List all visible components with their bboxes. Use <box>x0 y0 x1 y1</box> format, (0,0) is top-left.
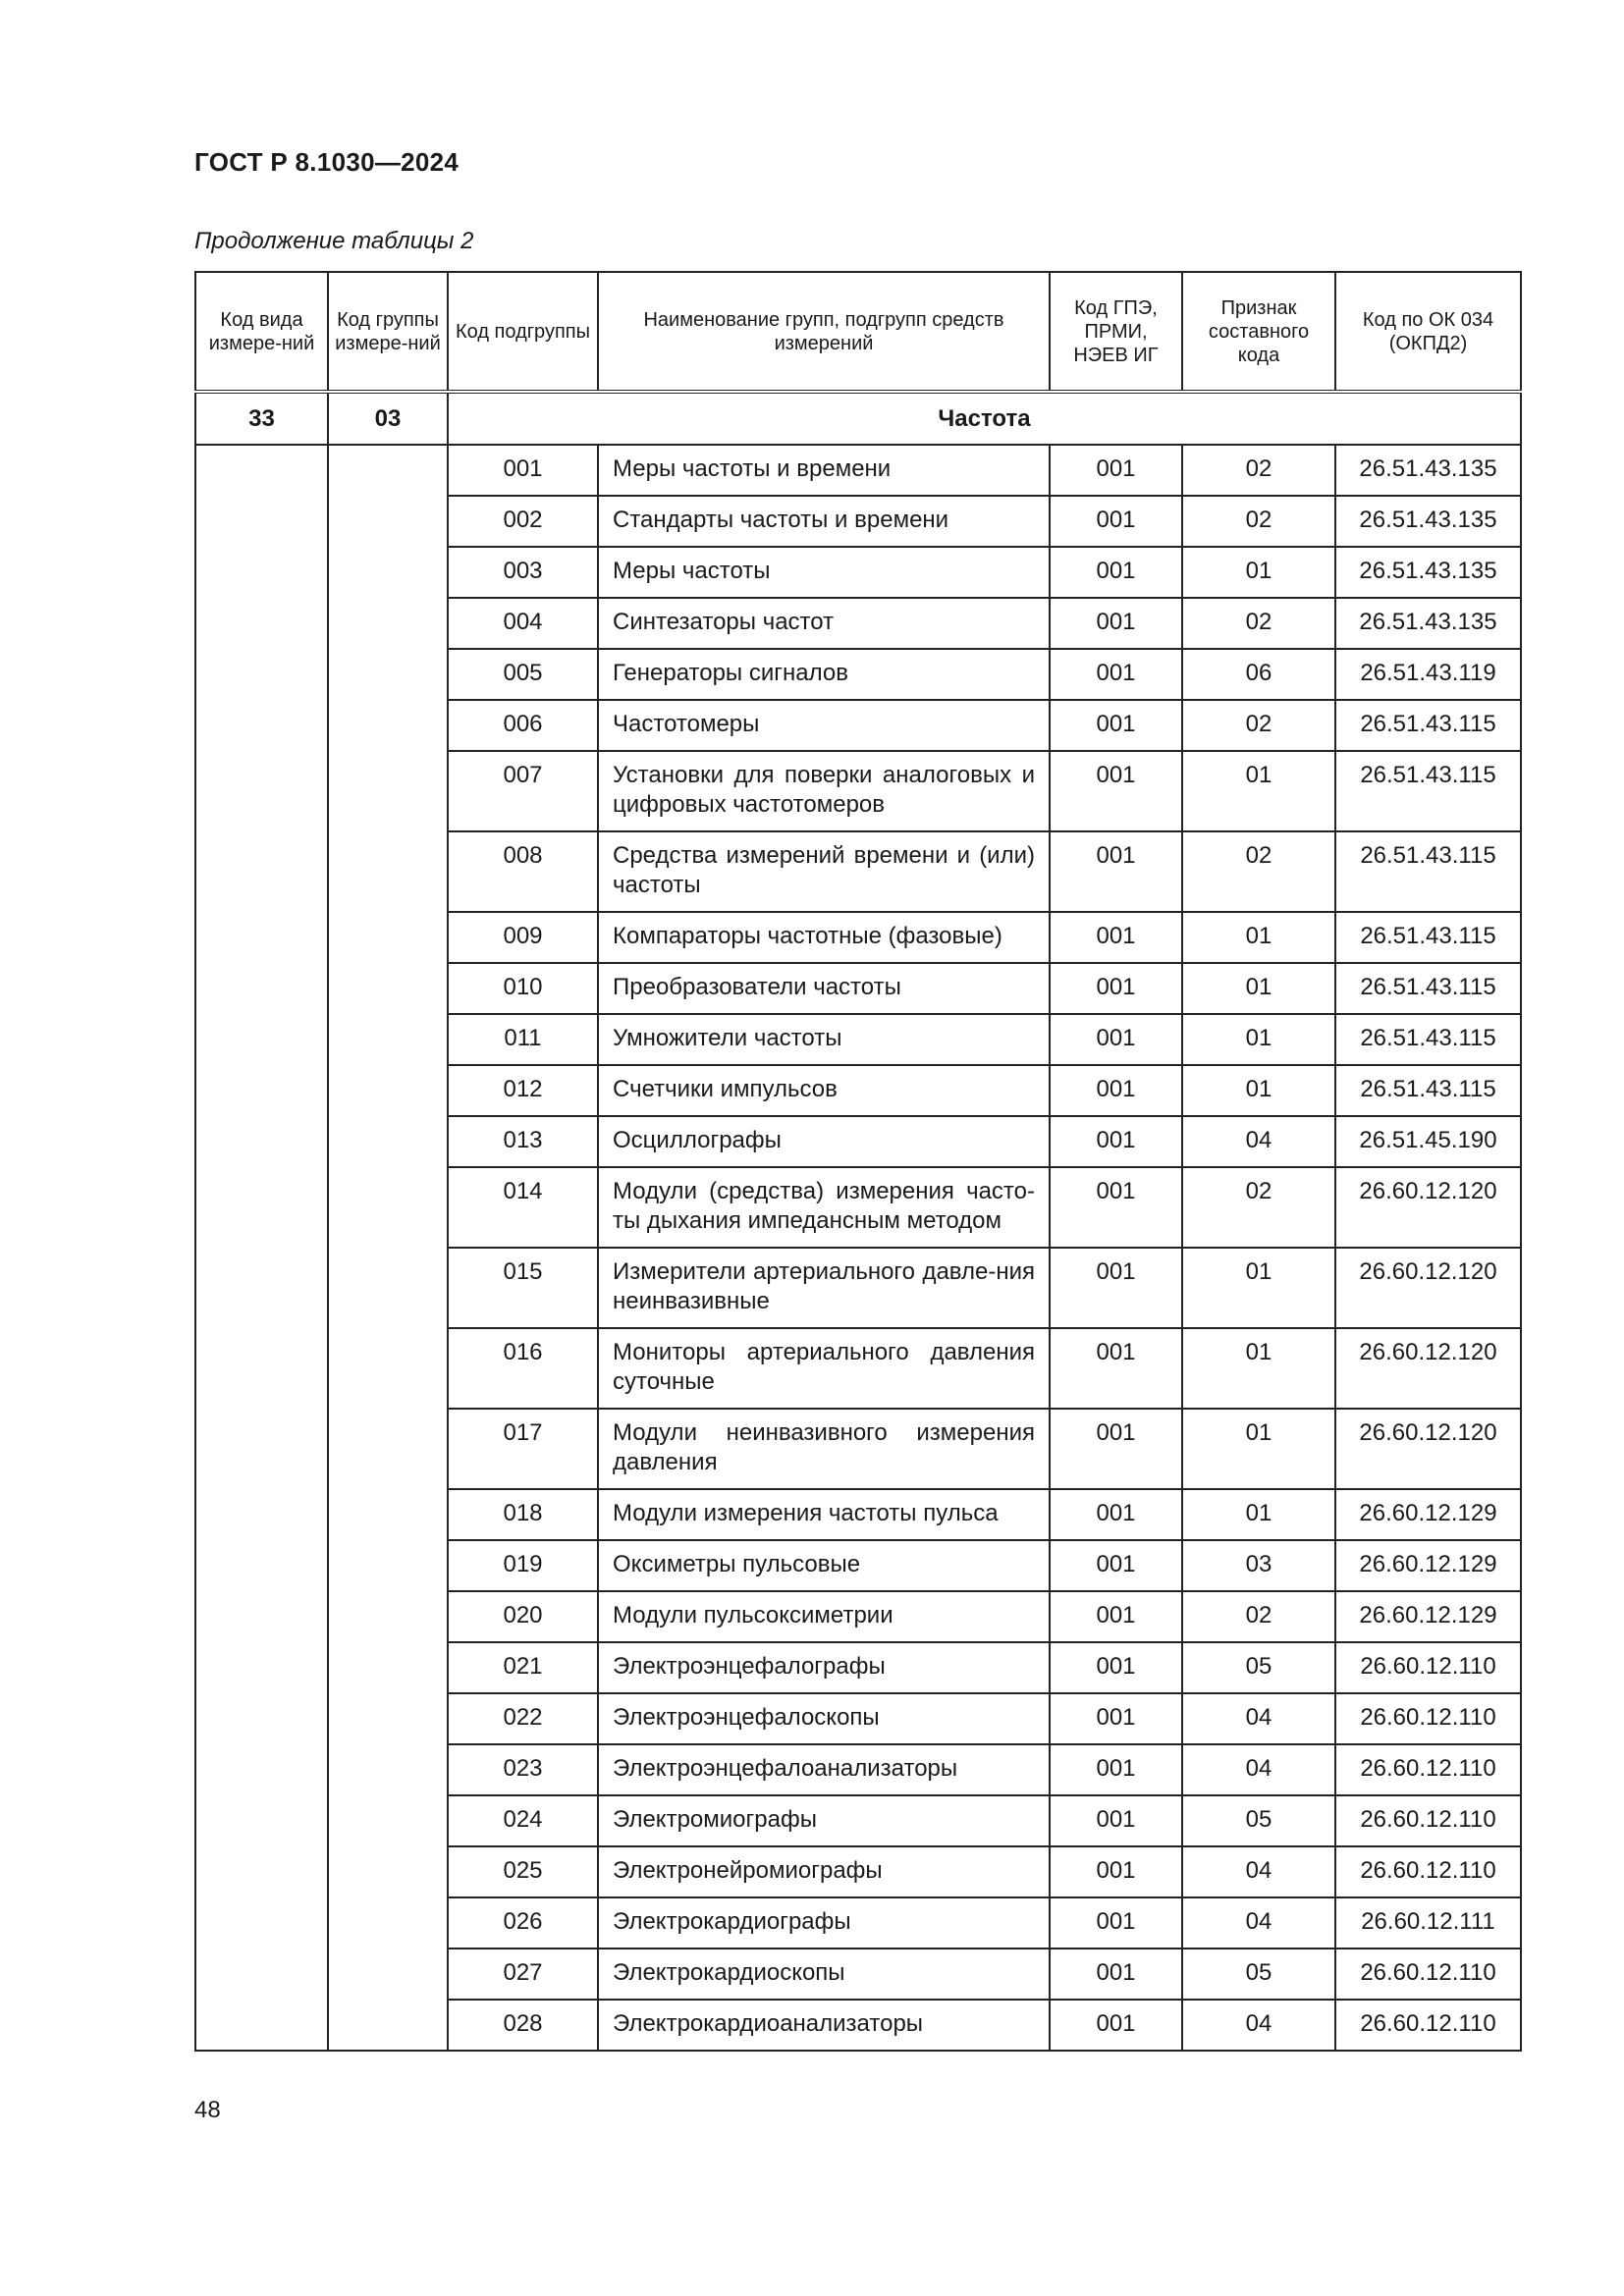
column-header-okpd-code: Код по ОК 034 (ОКПД2) <box>1335 272 1521 392</box>
composite-sign-cell: 01 <box>1182 1065 1335 1116</box>
empty-group-code-cell <box>328 445 448 2051</box>
subgroup-code-cell: 016 <box>448 1328 598 1409</box>
okpd-code-cell: 26.60.12.110 <box>1335 1795 1521 1846</box>
subgroup-name-cell: Меры частоты и времени <box>598 445 1050 496</box>
subgroup-name-cell: Электромиографы <box>598 1795 1050 1846</box>
subgroup-name-cell: Электроэнцефалоскопы <box>598 1693 1050 1744</box>
composite-sign-cell: 05 <box>1182 1795 1335 1846</box>
composite-sign-cell: 01 <box>1182 1489 1335 1540</box>
gpe-code-cell: 001 <box>1050 1489 1182 1540</box>
composite-sign-cell: 02 <box>1182 445 1335 496</box>
composite-sign-cell: 05 <box>1182 1949 1335 2000</box>
subgroup-name-cell: Генераторы сигналов <box>598 649 1050 700</box>
composite-sign-cell: 04 <box>1182 1846 1335 1897</box>
composite-sign-cell: 04 <box>1182 1744 1335 1795</box>
subgroup-name-cell: Электроэнцефалографы <box>598 1642 1050 1693</box>
group-row <box>195 392 1521 445</box>
gpe-code-cell: 001 <box>1050 700 1182 751</box>
composite-sign-cell: 04 <box>1182 1116 1335 1167</box>
subgroup-code-cell: 011 <box>448 1014 598 1065</box>
subgroup-code-cell: 028 <box>448 2000 598 2051</box>
composite-sign-cell: 01 <box>1182 963 1335 1014</box>
okpd-code-cell: 26.60.12.110 <box>1335 2000 1521 2051</box>
composite-sign-cell: 01 <box>1182 912 1335 963</box>
column-header-kind-code: Код вида измере-ний <box>195 272 328 392</box>
subgroup-name-cell: Компараторы частотные (фазовые) <box>598 912 1050 963</box>
subgroup-code-cell: 012 <box>448 1065 598 1116</box>
composite-sign-cell: 01 <box>1182 1248 1335 1328</box>
subgroup-name-cell: Частотомеры <box>598 700 1050 751</box>
composite-sign-cell: 02 <box>1182 598 1335 649</box>
subgroup-name-cell: Модули неинвазивного измерения давления <box>598 1409 1050 1489</box>
gpe-code-cell: 001 <box>1050 649 1182 700</box>
composite-sign-cell: 02 <box>1182 700 1335 751</box>
subgroup-name-cell: Осциллографы <box>598 1116 1050 1167</box>
subgroup-code-cell: 006 <box>448 700 598 751</box>
okpd-code-cell: 26.51.43.115 <box>1335 1014 1521 1065</box>
subgroup-name-cell: Меры частоты <box>598 547 1050 598</box>
subgroup-name-cell: Установки для поверки аналоговых и цифровых частотомеров <box>598 751 1050 831</box>
gpe-code-cell: 001 <box>1050 1591 1182 1642</box>
subgroup-code-cell: 002 <box>448 496 598 547</box>
subgroup-code-cell: 015 <box>448 1248 598 1328</box>
subgroup-code-cell: 013 <box>448 1116 598 1167</box>
okpd-code-cell: 26.51.43.135 <box>1335 598 1521 649</box>
okpd-code-cell: 26.51.43.135 <box>1335 547 1521 598</box>
gpe-code-cell: 001 <box>1050 445 1182 496</box>
subgroup-name-cell: Электронейромиографы <box>598 1846 1050 1897</box>
gpe-code-cell: 001 <box>1050 1642 1182 1693</box>
subgroup-name-cell: Стандарты частоты и времени <box>598 496 1050 547</box>
gpe-code-cell: 001 <box>1050 1949 1182 2000</box>
table-header-row <box>195 272 1521 392</box>
composite-sign-cell: 06 <box>1182 649 1335 700</box>
gpe-code-cell: 001 <box>1050 1846 1182 1897</box>
subgroup-code-cell: 001 <box>448 445 598 496</box>
composite-sign-cell: 01 <box>1182 1409 1335 1489</box>
okpd-code-cell: 26.60.12.110 <box>1335 1642 1521 1693</box>
composite-sign-cell: 02 <box>1182 831 1335 912</box>
subgroup-code-cell: 021 <box>448 1642 598 1693</box>
gpe-code-cell: 001 <box>1050 547 1182 598</box>
column-header-composite-sign: Признак составного кода <box>1182 272 1335 392</box>
subgroup-code-cell: 020 <box>448 1591 598 1642</box>
subgroup-code-cell: 024 <box>448 1795 598 1846</box>
okpd-code-cell: 26.60.12.110 <box>1335 1744 1521 1795</box>
gpe-code-cell: 001 <box>1050 912 1182 963</box>
subgroup-name-cell: Умножители частоты <box>598 1014 1050 1065</box>
column-header-gpe-code: Код ГПЭ, ПРМИ, НЭЕВ ИГ <box>1050 272 1182 392</box>
okpd-code-cell: 26.60.12.111 <box>1335 1897 1521 1949</box>
okpd-code-cell: 26.60.12.110 <box>1335 1949 1521 2000</box>
column-header-subgroup-code: Код подгруппы <box>448 272 598 392</box>
okpd-code-cell: 26.60.12.120 <box>1335 1167 1521 1248</box>
okpd-code-cell: 26.51.43.135 <box>1335 445 1521 496</box>
gpe-code-cell: 001 <box>1050 1065 1182 1116</box>
gpe-code-cell: 001 <box>1050 1014 1182 1065</box>
subgroup-name-cell: Модули (средства) измерения часто-ты дыхания импедансным методом <box>598 1167 1050 1248</box>
subgroup-name-cell: Модули пульсоксиметрии <box>598 1591 1050 1642</box>
subgroup-code-cell: 009 <box>448 912 598 963</box>
group-title: Частота <box>448 392 1521 445</box>
subgroup-name-cell: Средства измерений времени и (или) частоты <box>598 831 1050 912</box>
gpe-code-cell: 001 <box>1050 1116 1182 1167</box>
subgroup-code-cell: 022 <box>448 1693 598 1744</box>
gpe-code-cell: 001 <box>1050 1167 1182 1248</box>
composite-sign-cell: 04 <box>1182 2000 1335 2051</box>
subgroup-code-cell: 025 <box>448 1846 598 1897</box>
composite-sign-cell: 03 <box>1182 1540 1335 1591</box>
gpe-code-cell: 001 <box>1050 1693 1182 1744</box>
okpd-code-cell: 26.51.43.135 <box>1335 496 1521 547</box>
composite-sign-cell: 05 <box>1182 1642 1335 1693</box>
subgroup-code-cell: 005 <box>448 649 598 700</box>
okpd-code-cell: 26.51.43.115 <box>1335 1065 1521 1116</box>
okpd-code-cell: 26.51.43.115 <box>1335 912 1521 963</box>
column-header-name: Наименование групп, подгрупп средств измерений <box>598 272 1050 392</box>
subgroup-name-cell: Электрокардиографы <box>598 1897 1050 1949</box>
composite-sign-cell: 04 <box>1182 1693 1335 1744</box>
subgroup-name-cell: Электрокардиоскопы <box>598 1949 1050 2000</box>
composite-sign-cell: 02 <box>1182 1167 1335 1248</box>
page-number: 48 <box>194 2097 221 2123</box>
table-caption: Продолжение таблицы 2 <box>194 228 474 254</box>
okpd-code-cell: 26.51.43.115 <box>1335 700 1521 751</box>
subgroup-name-cell: Измерители артериального давле-ния неинвазивные <box>598 1248 1050 1328</box>
subgroup-code-cell: 027 <box>448 1949 598 2000</box>
okpd-code-cell: 26.60.12.129 <box>1335 1489 1521 1540</box>
subgroup-name-cell: Счетчики импульсов <box>598 1065 1050 1116</box>
group-kind-code: 33 <box>195 392 328 445</box>
okpd-code-cell: 26.60.12.120 <box>1335 1409 1521 1489</box>
gpe-code-cell: 001 <box>1050 1328 1182 1409</box>
composite-sign-cell: 04 <box>1182 1897 1335 1949</box>
subgroup-name-cell: Электроэнцефалоанализаторы <box>598 1744 1050 1795</box>
measurement-groups-table <box>194 271 1522 2052</box>
gpe-code-cell: 001 <box>1050 1744 1182 1795</box>
okpd-code-cell: 26.60.12.110 <box>1335 1846 1521 1897</box>
gpe-code-cell: 001 <box>1050 1795 1182 1846</box>
column-header-group-code: Код группы измере-ний <box>328 272 448 392</box>
subgroup-name-cell: Модули измерения частоты пульса <box>598 1489 1050 1540</box>
subgroup-code-cell: 004 <box>448 598 598 649</box>
group-group-code: 03 <box>328 392 448 445</box>
composite-sign-cell: 01 <box>1182 751 1335 831</box>
gpe-code-cell: 001 <box>1050 1540 1182 1591</box>
composite-sign-cell: 01 <box>1182 547 1335 598</box>
subgroup-name-cell: Оксиметры пульсовые <box>598 1540 1050 1591</box>
gpe-code-cell: 001 <box>1050 1409 1182 1489</box>
document-header: ГОСТ Р 8.1030—2024 <box>194 147 460 177</box>
okpd-code-cell: 26.60.12.120 <box>1335 1328 1521 1409</box>
subgroup-code-cell: 003 <box>448 547 598 598</box>
subgroup-code-cell: 008 <box>448 831 598 912</box>
gpe-code-cell: 001 <box>1050 751 1182 831</box>
okpd-code-cell: 26.60.12.120 <box>1335 1248 1521 1328</box>
subgroup-name-cell: Электрокардиоанализаторы <box>598 2000 1050 2051</box>
gpe-code-cell: 001 <box>1050 1897 1182 1949</box>
okpd-code-cell: 26.51.45.190 <box>1335 1116 1521 1167</box>
okpd-code-cell: 26.51.43.115 <box>1335 751 1521 831</box>
subgroup-code-cell: 018 <box>448 1489 598 1540</box>
gpe-code-cell: 001 <box>1050 831 1182 912</box>
okpd-code-cell: 26.60.12.110 <box>1335 1693 1521 1744</box>
subgroup-code-cell: 014 <box>448 1167 598 1248</box>
subgroup-code-cell: 023 <box>448 1744 598 1795</box>
okpd-code-cell: 26.60.12.129 <box>1335 1591 1521 1642</box>
okpd-code-cell: 26.51.43.115 <box>1335 831 1521 912</box>
composite-sign-cell: 01 <box>1182 1328 1335 1409</box>
subgroup-name-cell: Мониторы артериального давления суточные <box>598 1328 1050 1409</box>
subgroup-code-cell: 007 <box>448 751 598 831</box>
subgroup-code-cell: 010 <box>448 963 598 1014</box>
subgroup-name-cell: Синтезаторы частот <box>598 598 1050 649</box>
okpd-code-cell: 26.51.43.115 <box>1335 963 1521 1014</box>
gpe-code-cell: 001 <box>1050 496 1182 547</box>
subgroup-code-cell: 026 <box>448 1897 598 1949</box>
okpd-code-cell: 26.60.12.129 <box>1335 1540 1521 1591</box>
subgroup-code-cell: 017 <box>448 1409 598 1489</box>
gpe-code-cell: 001 <box>1050 598 1182 649</box>
composite-sign-cell: 01 <box>1182 1014 1335 1065</box>
subgroup-name-cell: Преобразователи частоты <box>598 963 1050 1014</box>
gpe-code-cell: 001 <box>1050 2000 1182 2051</box>
empty-kind-code-cell <box>195 445 328 2051</box>
okpd-code-cell: 26.51.43.119 <box>1335 649 1521 700</box>
table-row <box>195 445 1521 496</box>
composite-sign-cell: 02 <box>1182 1591 1335 1642</box>
composite-sign-cell: 02 <box>1182 496 1335 547</box>
subgroup-code-cell: 019 <box>448 1540 598 1591</box>
gpe-code-cell: 001 <box>1050 1248 1182 1328</box>
gpe-code-cell: 001 <box>1050 963 1182 1014</box>
